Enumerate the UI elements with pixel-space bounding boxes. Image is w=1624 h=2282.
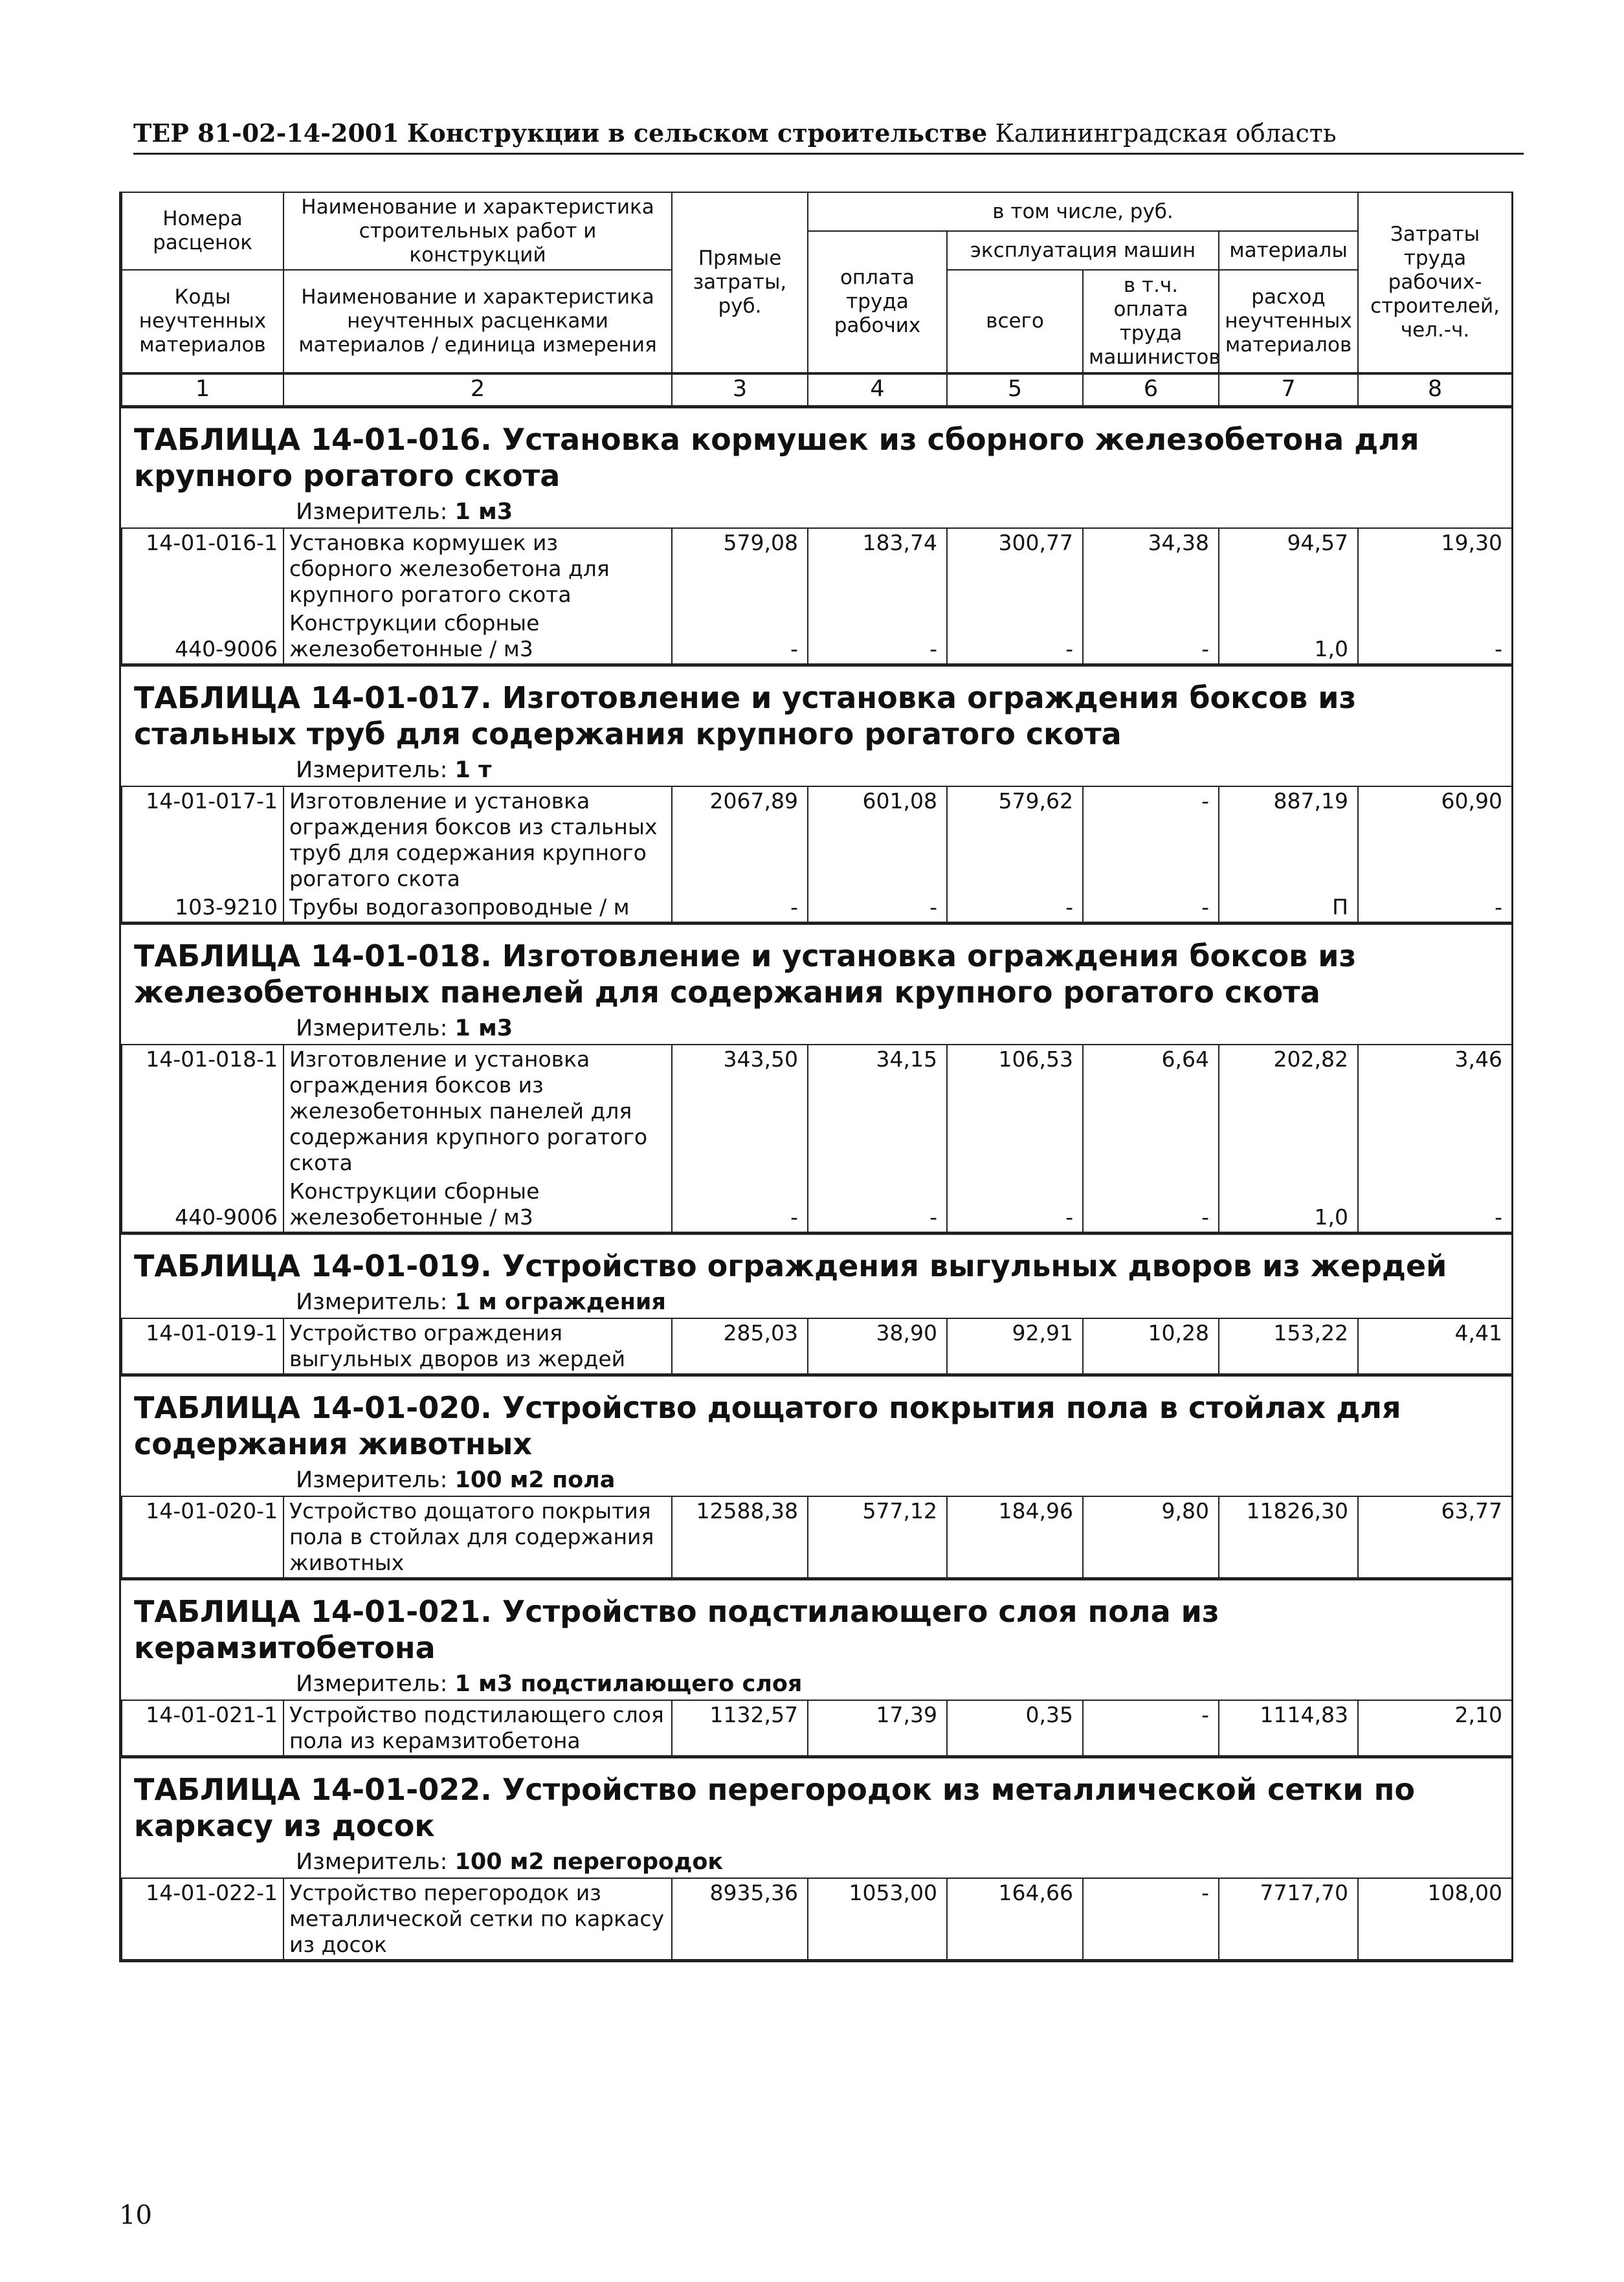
material-row	[122, 609, 1512, 664]
labor-hours: 63,77	[1358, 1496, 1512, 1578]
price-table-section	[121, 1756, 1511, 1960]
machine-cost: -	[947, 893, 1083, 922]
labor-cost: 38,90	[808, 1318, 947, 1374]
column-header-table	[121, 192, 1513, 406]
meter-value: 100 м2 перегородок	[454, 1849, 724, 1875]
materials-cost: 887,19	[1219, 786, 1358, 893]
meter-label: Измеритель:	[296, 1015, 448, 1041]
operator-cost: -	[1083, 786, 1219, 893]
machines-header: эксплуатация машин	[947, 231, 1219, 270]
materials-cost: 1,0	[1219, 1177, 1358, 1232]
rate-name: Устройство подстилающего слоя пола из керамзитобетона	[284, 1700, 672, 1756]
direct-cost: 12588,38	[672, 1496, 808, 1578]
section-meter	[121, 1466, 1511, 1494]
rate-name: Трубы водогазопроводные / м	[284, 893, 672, 922]
labor-hours: 3,46	[1358, 1045, 1512, 1177]
rate-row	[122, 1045, 1512, 1177]
document-code: ТЕР 81-02-14-2001	[133, 118, 399, 148]
materials-header: материалы	[1219, 231, 1358, 270]
section-meter	[121, 1014, 1511, 1043]
section-meter	[121, 1288, 1511, 1316]
col6-header: в т.ч. оплата труда машинистов	[1083, 270, 1219, 373]
rate-code: 440-9006	[122, 1177, 284, 1232]
labor-cost: 17,39	[808, 1700, 947, 1756]
labor-hours: -	[1358, 893, 1512, 922]
rate-row	[122, 1318, 1512, 1374]
labor-hours: 60,90	[1358, 786, 1512, 893]
material-row	[122, 893, 1512, 922]
machine-cost: 579,62	[947, 786, 1083, 893]
operator-cost: -	[1083, 1878, 1219, 1960]
direct-cost: -	[672, 609, 808, 664]
meter-label: Измеритель:	[296, 1671, 448, 1697]
price-table-section	[121, 406, 1511, 665]
direct-cost: 8935,36	[672, 1878, 808, 1960]
machine-cost: -	[947, 1177, 1083, 1232]
machine-cost: 92,91	[947, 1318, 1083, 1374]
direct-cost: -	[672, 893, 808, 922]
column-number: 6	[1083, 373, 1219, 406]
rates-sheet	[119, 192, 1513, 1962]
operator-cost: 10,28	[1083, 1318, 1219, 1374]
column-number: 5	[947, 373, 1083, 406]
col8-header: Затраты труда рабочих-строителей, чел.-ч.	[1358, 192, 1512, 373]
material-row	[122, 1177, 1512, 1232]
rates-table	[121, 786, 1513, 923]
rates-table	[121, 1044, 1513, 1233]
labor-hours: 2,10	[1358, 1700, 1512, 1756]
section-title: ТАБЛИЦА 14-01-019. Устройство ограждения выгульных дворов из жердей	[134, 1248, 1447, 1283]
rate-row	[122, 1878, 1512, 1960]
rate-name: Конструкции сборные железобетонные / м3	[284, 609, 672, 664]
labor-cost: -	[808, 1177, 947, 1232]
col4-header: оплата труда рабочих	[808, 231, 947, 373]
price-table-section	[121, 1579, 1511, 1756]
rate-code: 14-01-019-1	[122, 1318, 284, 1374]
col2-top-header: Наименование и характеристика строительных работ и конструкций	[284, 192, 672, 270]
labor-cost: 183,74	[808, 528, 947, 609]
rate-name: Изготовление и установка ограждения боксов из железобетонных панелей для содержания крупного рогатого скота	[284, 1045, 672, 1177]
column-number: 7	[1219, 373, 1358, 406]
col5-header: всего	[947, 270, 1083, 373]
direct-cost: 285,03	[672, 1318, 808, 1374]
col7-header: расход неучтенных материалов	[1219, 270, 1358, 373]
materials-cost: 94,57	[1219, 528, 1358, 609]
rates-table	[121, 1318, 1513, 1375]
section-meter	[121, 756, 1511, 784]
meter-label: Измеритель:	[296, 1289, 448, 1315]
materials-cost: П	[1219, 893, 1358, 922]
column-number-row	[122, 373, 1512, 406]
machine-cost: 300,77	[947, 528, 1083, 609]
section-title: ТАБЛИЦА 14-01-016. Установка кормушек из сборного железобетона для крупного рогатого скота	[134, 422, 1419, 493]
operator-cost: -	[1083, 893, 1219, 922]
direct-cost: -	[672, 1177, 808, 1232]
column-number: 3	[672, 373, 808, 406]
meter-value: 1 м ограждения	[454, 1289, 666, 1315]
rate-code: 14-01-022-1	[122, 1878, 284, 1960]
meter-label: Измеритель:	[296, 1467, 448, 1493]
operator-cost: 9,80	[1083, 1496, 1219, 1578]
rate-name: Установка кормушек из сборного железобетона для крупного рогатого скота	[284, 528, 672, 609]
rates-table	[121, 1496, 1513, 1579]
column-number: 8	[1358, 373, 1512, 406]
rate-code: 103-9210	[122, 893, 284, 922]
column-number: 4	[808, 373, 947, 406]
column-number: 1	[122, 373, 284, 406]
rate-row	[122, 528, 1512, 609]
labor-hours: 4,41	[1358, 1318, 1512, 1374]
machine-cost: 0,35	[947, 1700, 1083, 1756]
rates-table	[121, 1700, 1513, 1756]
section-title: ТАБЛИЦА 14-01-018. Изготовление и установка ограждения боксов из железобетонных панелей для содержания крупного рогатого скота	[134, 938, 1357, 1010]
direct-cost: 2067,89	[672, 786, 808, 893]
sections-container	[121, 406, 1511, 1960]
rate-name: Изготовление и установка ограждения боксов из стальных труб для содержания крупного рогатого скота	[284, 786, 672, 893]
meter-value: 1 м3 подстилающего слоя	[454, 1671, 803, 1697]
labor-hours: -	[1358, 1177, 1512, 1232]
rate-code: 14-01-020-1	[122, 1496, 284, 1578]
rate-row	[122, 786, 1512, 893]
rate-name: Устройство ограждения выгульных дворов из жердей	[284, 1318, 672, 1374]
materials-cost: 202,82	[1219, 1045, 1358, 1177]
rate-name: Устройство перегородок из металлической сетки по каркасу из досок	[284, 1878, 672, 1960]
labor-cost: -	[808, 609, 947, 664]
col3-header: Прямые затраты, руб.	[672, 192, 808, 373]
machine-cost: 106,53	[947, 1045, 1083, 1177]
machine-cost: 184,96	[947, 1496, 1083, 1578]
document-region: Калининградская область	[995, 119, 1337, 148]
col1-bottom-header: Коды неучтенных материалов	[122, 270, 284, 373]
meter-label: Измеритель:	[296, 757, 448, 783]
operator-cost: -	[1083, 1177, 1219, 1232]
materials-cost: 7717,70	[1219, 1878, 1358, 1960]
direct-cost: 579,08	[672, 528, 808, 609]
labor-hours: -	[1358, 609, 1512, 664]
col2-bottom-header: Наименование и характеристика неучтенных расценками материалов / единица измерения	[284, 270, 672, 373]
labor-cost: 34,15	[808, 1045, 947, 1177]
price-table-section	[121, 1233, 1511, 1375]
group-header: в том числе, руб.	[808, 192, 1358, 231]
rates-table	[121, 527, 1513, 665]
col1-top-header: Номера расценок	[122, 192, 284, 270]
price-table-section	[121, 1375, 1511, 1579]
page-header	[133, 118, 1524, 155]
section-title: ТАБЛИЦА 14-01-017. Изготовление и установка ограждения боксов из стальных труб для содержания крупного рогатого скота	[134, 680, 1357, 751]
document-title: Конструкции в сельском строительстве	[406, 118, 988, 148]
direct-cost: 1132,57	[672, 1700, 808, 1756]
column-number: 2	[284, 373, 672, 406]
rate-code: 14-01-016-1	[122, 528, 284, 609]
labor-hours: 108,00	[1358, 1878, 1512, 1960]
meter-value: 1 т	[454, 757, 492, 783]
rate-row	[122, 1700, 1512, 1756]
labor-hours: 19,30	[1358, 528, 1512, 609]
rate-name: Конструкции сборные железобетонные / м3	[284, 1177, 672, 1232]
operator-cost: -	[1083, 1700, 1219, 1756]
operator-cost: -	[1083, 609, 1219, 664]
materials-cost: 1,0	[1219, 609, 1358, 664]
section-title: ТАБЛИЦА 14-01-022. Устройство перегородок из металлической сетки по каркасу из досок	[134, 1772, 1416, 1843]
meter-value: 100 м2 пола	[454, 1467, 616, 1493]
meter-label: Измеритель:	[296, 1849, 448, 1875]
price-table-section	[121, 923, 1511, 1233]
labor-cost: -	[808, 893, 947, 922]
materials-cost: 153,22	[1219, 1318, 1358, 1374]
labor-cost: 1053,00	[808, 1878, 947, 1960]
direct-cost: 343,50	[672, 1045, 808, 1177]
meter-value: 1 м3	[454, 499, 513, 525]
section-title: ТАБЛИЦА 14-01-021. Устройство подстилающего слоя пола из керамзитобетона	[134, 1594, 1219, 1665]
section-title: ТАБЛИЦА 14-01-020. Устройство дощатого покрытия пола в стойлах для содержания животных	[134, 1390, 1401, 1461]
meter-value: 1 м3	[454, 1015, 513, 1041]
rate-code: 14-01-018-1	[122, 1045, 284, 1177]
rate-code: 14-01-017-1	[122, 786, 284, 893]
labor-cost: 601,08	[808, 786, 947, 893]
operator-cost: 34,38	[1083, 528, 1219, 609]
operator-cost: 6,64	[1083, 1045, 1219, 1177]
labor-cost: 577,12	[808, 1496, 947, 1578]
machine-cost: 164,66	[947, 1878, 1083, 1960]
machine-cost: -	[947, 609, 1083, 664]
rate-name: Устройство дощатого покрытия пола в стойлах для содержания животных	[284, 1496, 672, 1578]
materials-cost: 1114,83	[1219, 1700, 1358, 1756]
section-meter	[121, 1848, 1511, 1876]
rate-code: 440-9006	[122, 609, 284, 664]
rate-row	[122, 1496, 1512, 1578]
price-table-section	[121, 665, 1511, 923]
section-meter	[121, 498, 1511, 526]
rates-table	[121, 1878, 1513, 1960]
rate-code: 14-01-021-1	[122, 1700, 284, 1756]
section-meter	[121, 1670, 1511, 1698]
materials-cost: 11826,30	[1219, 1496, 1358, 1578]
page-number: 10	[119, 2200, 152, 2230]
meter-label: Измеритель:	[296, 499, 448, 525]
